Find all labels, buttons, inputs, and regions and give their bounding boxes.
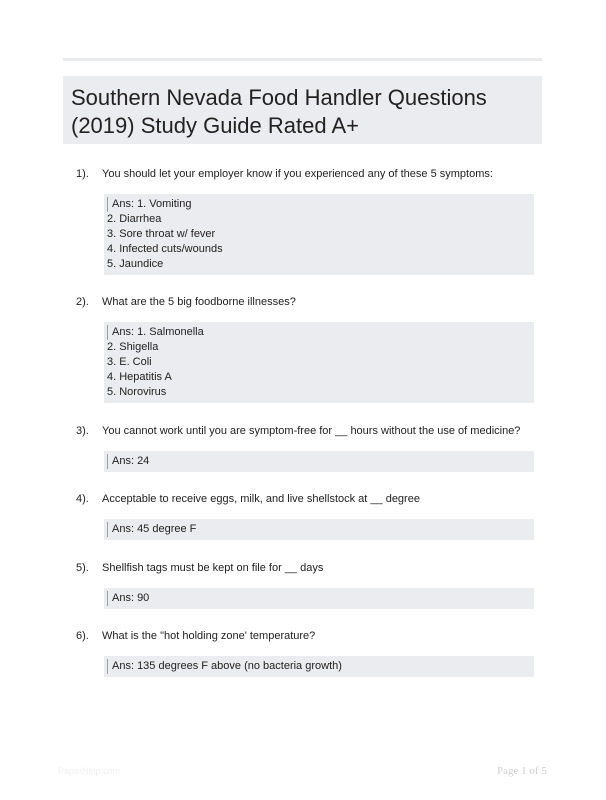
question-text: Acceptable to receive eggs, milk, and live shellstock at __ degree: [102, 493, 420, 505]
question-text: You cannot work until you are symptom-free for __ hours without the use of medicine?: [102, 425, 521, 437]
answer-box: [104, 322, 534, 403]
question-text: What is the "hot holding zone' temperature?: [102, 630, 316, 642]
question-number: 6).: [76, 630, 89, 642]
answer-line: 5. Norovirus: [107, 386, 167, 398]
answer-line: Ans: 24: [107, 454, 528, 469]
answer-line: Ans: 1. Salmonella: [107, 325, 528, 340]
question-number: 1).: [76, 168, 89, 180]
answer-line: 4. Infected cuts/wounds: [107, 243, 223, 255]
question-block: [76, 629, 536, 677]
answer-line: 3. Sore throat w/ fever: [107, 228, 216, 240]
page-indicator: Page 1 of 5: [497, 765, 547, 777]
top-divider: [63, 58, 542, 61]
question-block: [76, 561, 536, 609]
answer-box: [104, 451, 534, 472]
question-block: [76, 492, 536, 540]
answer-line: Ans: 1. Vomiting: [107, 197, 528, 212]
answer-line: 5. Jaundice: [107, 258, 164, 270]
question-number: 5).: [76, 562, 89, 574]
footer-watermark: PaperHelp.com: [58, 766, 121, 776]
answer-line: 2. Diarrhea: [107, 213, 162, 225]
title-banner: [63, 76, 542, 144]
question-number: 2).: [76, 296, 89, 308]
answer-box: [104, 194, 534, 275]
question-block: [76, 167, 536, 275]
question-number: 4).: [76, 493, 89, 505]
question-block: [76, 295, 536, 403]
question-number: 3).: [76, 425, 89, 437]
question-text: What are the 5 big foodborne illnesses?: [102, 296, 296, 308]
page-title: Southern Nevada Food Handler Questions (2019) Study Guide Rated A+: [71, 85, 487, 138]
question-text: Shellfish tags must be kept on file for __ days: [102, 562, 324, 574]
answer-box: [104, 656, 534, 677]
answer-line: Ans: 135 degrees F above (no bacteria growth): [107, 659, 528, 674]
answer-line: Ans: 45 degree F: [107, 522, 528, 537]
answer-line: 4. Hepatitis A: [107, 371, 172, 383]
question-block: [76, 424, 536, 472]
answer-box: [104, 588, 534, 609]
answer-box: [104, 519, 534, 540]
answer-line: Ans: 90: [107, 591, 528, 606]
answer-line: 2. Shigella: [107, 341, 159, 353]
question-text: You should let your employer know if you experienced any of these 5 symptoms:: [102, 168, 493, 180]
answer-line: 3. E. Coli: [107, 356, 152, 368]
